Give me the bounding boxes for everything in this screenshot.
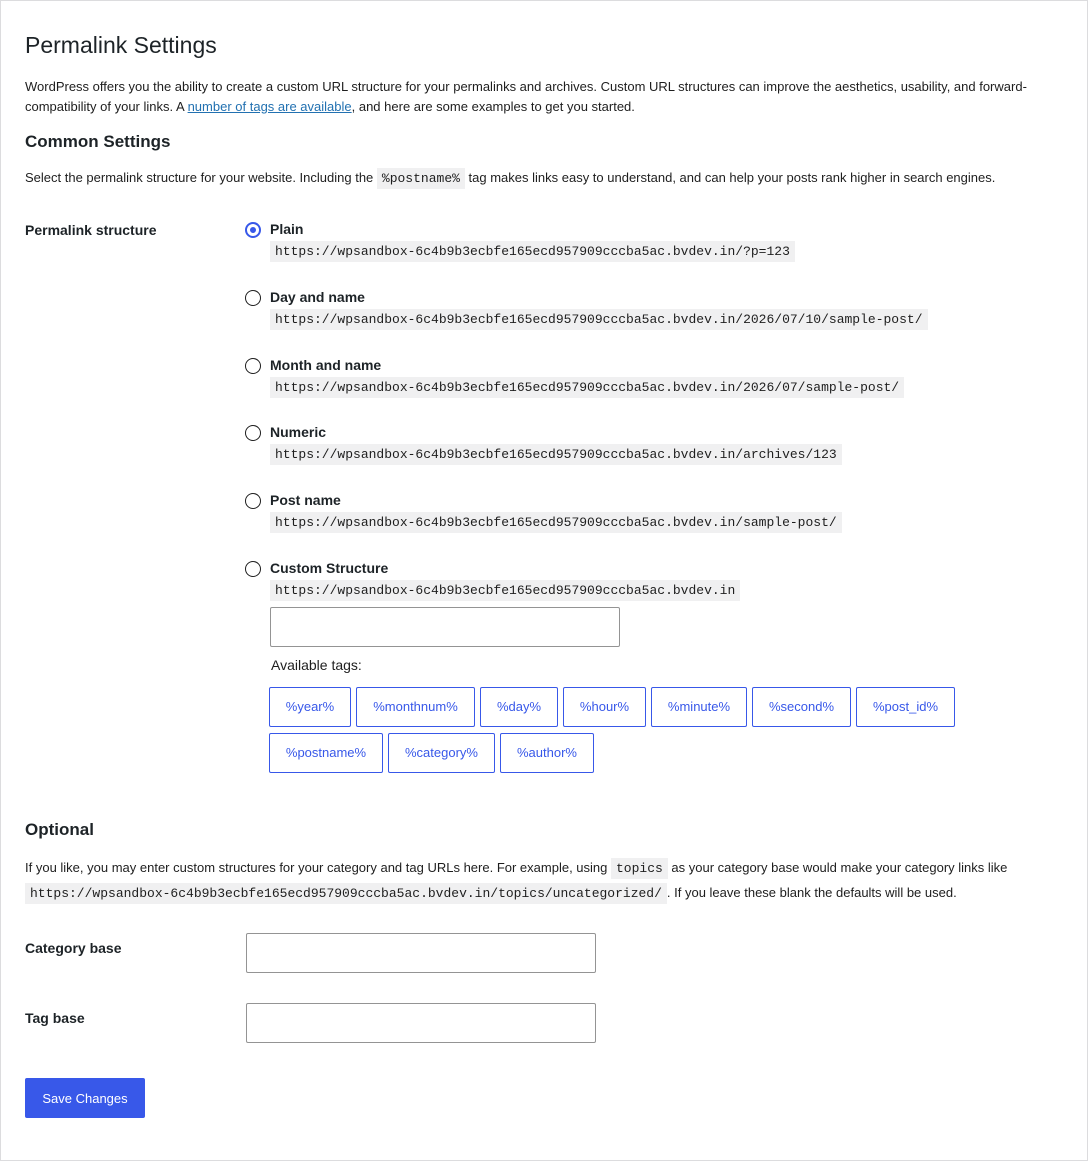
radio-plain[interactable] xyxy=(245,222,261,238)
option-numeric-example: https://wpsandbox-6c4b9b3ecbfe165ecd957909cccba5ac.bvdev.in/archives/123 xyxy=(270,444,842,465)
tag-category-button[interactable]: %category% xyxy=(388,733,495,773)
radio-day-and-name[interactable] xyxy=(245,290,261,306)
tag-base-label: Tag base xyxy=(25,1010,85,1026)
radio-post-name[interactable] xyxy=(245,493,261,509)
radio-custom-structure[interactable] xyxy=(245,561,261,577)
common-settings-heading: Common Settings xyxy=(25,132,171,151)
option-numeric-label[interactable]: Numeric xyxy=(270,424,327,440)
custom-structure-input[interactable] xyxy=(270,607,620,647)
option-plain-example: https://wpsandbox-6c4b9b3ecbfe165ecd957909cccba5ac.bvdev.in/?p=123 xyxy=(270,241,795,262)
tag-postname-button[interactable]: %postname% xyxy=(269,733,383,773)
tag-minute-button[interactable]: %minute% xyxy=(651,687,747,727)
category-base-label: Category base xyxy=(25,940,122,956)
optional-desc-after: . If you leave these blank the defaults will be used. xyxy=(666,885,957,900)
intro-text xyxy=(25,77,1065,116)
common-desc-before: Select the permalink structure for your website. Including the xyxy=(25,170,377,185)
option-custom-structure-label[interactable]: Custom Structure xyxy=(270,560,389,576)
tag-post-id-button[interactable]: %post_id% xyxy=(856,687,955,727)
option-month-and-name-label[interactable]: Month and name xyxy=(270,357,382,373)
tag-second-button[interactable]: %second% xyxy=(752,687,851,727)
optional-desc xyxy=(25,856,1065,906)
option-plain-label[interactable]: Plain xyxy=(270,221,304,237)
tag-year-button[interactable]: %year% xyxy=(269,687,351,727)
common-desc-after: tag makes links easy to understand, and can help your posts rank higher in search engines. xyxy=(464,170,996,185)
option-day-and-name-label[interactable]: Day and name xyxy=(270,289,365,305)
option-post-name-example: https://wpsandbox-6c4b9b3ecbfe165ecd957909cccba5ac.bvdev.in/sample-post/ xyxy=(270,512,842,533)
radio-numeric[interactable] xyxy=(245,425,261,441)
tag-author-button[interactable]: %author% xyxy=(500,733,594,773)
topics-code: topics xyxy=(611,858,668,879)
available-tags-label: Available tags: xyxy=(271,657,362,673)
page-title: Permalink Settings xyxy=(25,32,217,58)
tag-monthnum-button[interactable]: %monthnum% xyxy=(356,687,475,727)
optional-heading: Optional xyxy=(25,820,94,839)
common-settings-desc xyxy=(25,168,995,189)
radio-month-and-name[interactable] xyxy=(245,358,261,374)
option-post-name-label[interactable]: Post name xyxy=(270,492,341,508)
optional-desc-before: If you like, you may enter custom structures for your category and tag URLs here. For example, using xyxy=(25,860,611,875)
option-month-and-name-example: https://wpsandbox-6c4b9b3ecbfe165ecd957909cccba5ac.bvdev.in/2026/07/sample-post/ xyxy=(270,377,904,398)
postname-code: %postname% xyxy=(377,168,465,189)
intro-before: WordPress offers you the ability to create a custom URL structure for your permalinks and archives. Custom URL structures can improve the aesthetics, usability, and forward-compatibility of your links. A xyxy=(25,79,1027,114)
custom-structure-prefix: https://wpsandbox-6c4b9b3ecbfe165ecd957909cccba5ac.bvdev.in xyxy=(270,580,740,601)
tag-hour-button[interactable]: %hour% xyxy=(563,687,646,727)
category-example-code: https://wpsandbox-6c4b9b3ecbfe165ecd957909cccba5ac.bvdev.in/topics/uncategorized/ xyxy=(25,883,667,904)
intro-after: , and here are some examples to get you started. xyxy=(351,98,635,114)
permalink-structure-label: Permalink structure xyxy=(25,222,157,238)
category-base-input[interactable] xyxy=(246,933,596,973)
option-day-and-name-example: https://wpsandbox-6c4b9b3ecbfe165ecd957909cccba5ac.bvdev.in/2026/07/10/sample-post/ xyxy=(270,309,928,330)
tag-base-input[interactable] xyxy=(246,1003,596,1043)
optional-desc-middle: as your category base would make your category links like xyxy=(667,860,1008,875)
save-changes-button[interactable]: Save Changes xyxy=(25,1078,145,1118)
tag-day-button[interactable]: %day% xyxy=(480,687,558,727)
tags-available-link[interactable]: number of tags are available xyxy=(187,98,352,114)
